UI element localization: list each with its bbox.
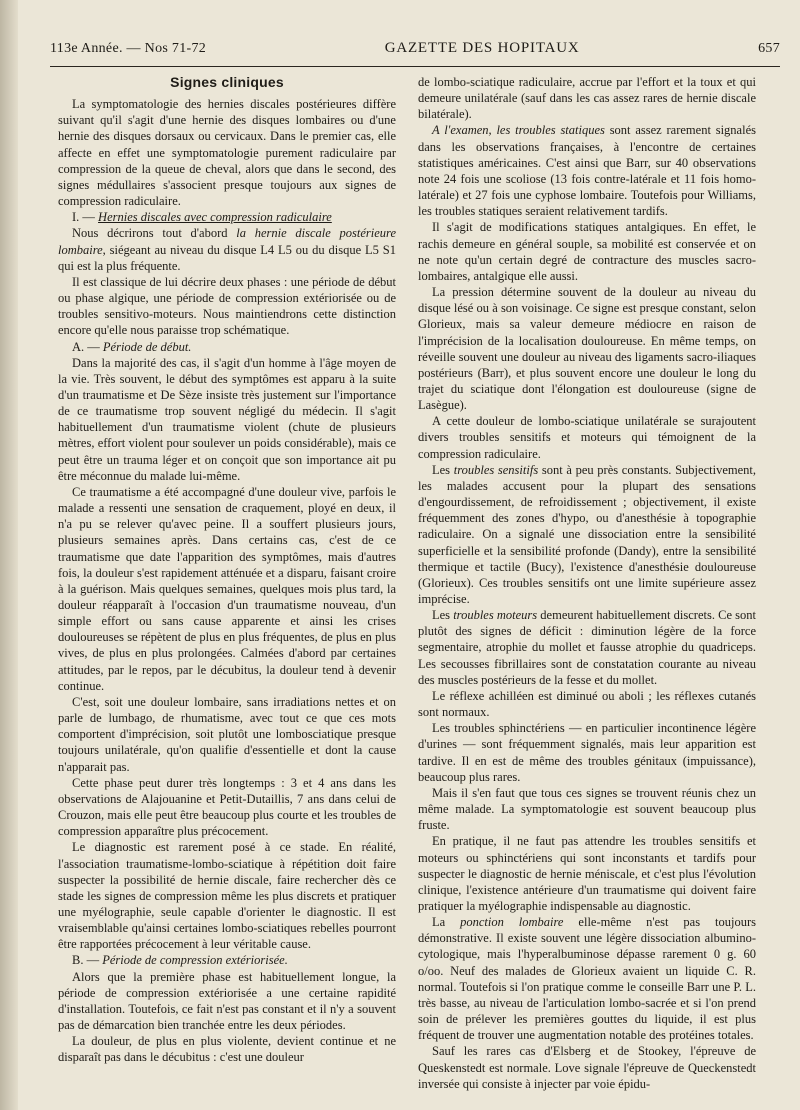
header-issue: 113e Année. — Nos 71-72: [50, 41, 207, 56]
paragraph: Il est classique de lui décrire deux phases : une période de début ou phase algique, une période de compression extériorisée ou de troubles sensitivo-moteurs. Nous maintiendrons cette distinction encore qu'elle nous paraisse trop schématique.: [58, 274, 396, 338]
paragraph: Le diagnostic est rarement posé à ce stade. En réalité, l'association traumatisme-lombo-sciatique à répétition doit faire suspecter la possibilité de hernie discale, faire rechercher dès ce stade les signes de compression même les plus discrets et pratiquer une myélographie, seule capable d'orienter le diagnostic. Il est vraisemblable qu'ainsi certaines lombo-sciatiques rebelles pourront être rapportées précocement à leur véritable cause.: [58, 840, 396, 952]
paragraph: A cette douleur de lombo-sciatique unilatérale se surajoutent divers troubles sensitifs et moteurs qui témoignent de la compression radiculaire.: [418, 414, 756, 461]
paragraph: Nous décrirons tout d'abord la hernie discale postérieure lombaire, siégeant au niveau du disque L4 L5 ou du disque L5 S1 qui est la plus fréquente.: [58, 226, 396, 273]
subsection-heading: I. — Hernies discales avec compression radiculaire: [72, 210, 332, 225]
right-column: [418, 74, 756, 1092]
paragraph: Les troubles moteurs demeurent habituellement discrets. Ce sont plutôt des signes de déficit : diminution légère de la force segmentaire, atrophie du mollet et fausse atrophie du quadriceps. Les secousses fibrillaires sont de constatation courante au niveau des muscles postérieurs de la fesse et du mollet.: [418, 608, 756, 687]
paragraph: La symptomatologie des hernies discales postérieures diffère suivant qu'il s'agit d'une hernie des disques lombaires ou d'une hernie des disques dorsaux ou cervicaux. Dans le premier cas, elle affecte en effet une symptomatologie purement radiculaire par compression de la queue de cheval, alors que dans le second, des signes médullaires s'associent presque toujours aux signes de compression radiculaire.: [58, 97, 396, 209]
paragraph: Sauf les rares cas d'Elsberg et de Stookey, l'épreuve de Queskenstedt est normale. Love signale l'épreuve de Queckenstedt inversée qui consiste à injecter par voie épidu-: [418, 1044, 756, 1091]
paragraph: Mais il s'en faut que tous ces signes se trouvent réunis chez un même malade. La symptomatologie est souvent beaucoup plus fruste.: [418, 785, 756, 833]
subsection-heading: A. — Période de début.: [72, 339, 192, 354]
header-rule: [50, 66, 780, 67]
paragraph: Dans la majorité des cas, il s'agit d'un homme à l'âge moyen de la vie. Très souvent, le début des symptômes est apparu à la suite d'un traumatisme et De Sèze insiste très justement sur l'importance de ce traumatisme trop souvent négligé du médecin. Il s'agit habituellement d'un traumatisme violent (chute de plusieurs mètres, effort violent pour soulever un poids considérable), mais ce peut être un trauma léger et on conçoit que son importance ait pu être méconnue du malade lui-même.: [58, 355, 396, 483]
paragraph: Il s'agit de modifications statiques antalgiques. En effet, le rachis demeure en général souple, sa mobilité est conservée et on ne note qu'un certain degré de contracture des muscles sacro-lombaires, antalgique elle aussi.: [418, 220, 756, 283]
paragraph: C'est, soit une douleur lombaire, sans irradiations nettes et on parle de lumbago, de rhumatisme, avec tout ce que ces mots comportent d'imprécision, soit plutôt une lombosciatique presque toujours unilatérale, qu'on qualifie d'essentielle et dont la cause n'apparait pas.: [58, 694, 396, 774]
paragraph: La ponction lombaire elle-même n'est pas toujours démonstrative. Il existe souvent une légère dissociation albumino-cytologique, mais l'hyperalbuminose dépasse rarement 0 g. 60 o/oo. Neuf des malades de Glorieux avaient un liquide C. R. normal. Toutefois si l'on pratique comme le conseille Barr une P. L. très basse, au niveau de l'articulation lombo-sacrée et si l'on prend soin de prélever les premières gouttes du liquide, il est plus fréquent de trouver une augmentation notable des protéines totales.: [418, 915, 756, 1043]
paragraph: Les troubles sensitifs sont à peu près constants. Subjectivement, les malades accusent pour la plupart des sensations d'engourdissement, de refroidissement ; objectivement, il existe fréquemment des zones d'hypo, ou d'anesthésie à topographie radiculaire. On a signalé une dissociation entre la sensibilité superficielle et la sensibilité profonde (Dandy), entre la sensibilité thermique et tactile (Bucy), l'existence d'anesthésie douloureuse (Glorieux). Ces troubles sensitifs ont une limite supérieure assez imprécise.: [418, 462, 756, 606]
paragraph: de lombo-sciatique radiculaire, accrue par l'effort et la toux et qui demeure unilatérale (sauf dans les cas assez rares de hernie discale bilatérale).: [418, 75, 756, 122]
running-header: [50, 40, 780, 62]
paragraph: Le réflexe achilléen est diminué ou aboli ; les réflexes cutanés sont normaux.: [418, 688, 756, 720]
header-journal-title: GAZETTE DES HOPITAUX: [384, 40, 580, 56]
paragraph: La douleur, de plus en plus violente, devient continue et ne disparaît pas dans le décubitus : c'est une douleur: [58, 1034, 396, 1065]
paragraph: En pratique, il ne faut pas attendre les troubles sensitifs et moteurs ou sphinctériens qui sont inconstants et tardifs pour suspecter le diagnostic de hernie méniscale, et c'est plus l'évolution clinique, l'existence antérieure d'un traumatisme qui doivent faire pratiquer la myélographie indispensable au diagnostic.: [418, 834, 756, 913]
subsection-heading: B. — Période de compression extériorisée.: [72, 953, 288, 968]
paragraph: Cette phase peut durer très longtemps : 3 et 4 ans dans les observations de Alajouanine et Petit-Dutaillis, 7 ans dans celui de Crouzon, mais elle peut être beaucoup plus courte et les troubles de compression apparaître plus précocement.: [58, 775, 396, 839]
section-title: Signes cliniques: [170, 74, 284, 90]
paragraph: Ce traumatisme a été accompagné d'une douleur vive, parfois le malade a ressenti une sensation de craquement, ployé en deux, il n'a pu se relever qu'avec peine. Il a souffert plusieurs jours, plusieurs semaines après. Dans certains cas, c'est de ce traumatisme que date l'apparition des symptômes, mais d'autres fois, la douleur s'est rapidement atténuée et a disparu, faisant croire à la guérison. Mais quelques semaines, quelques mois plus tard, la douleur réapparaît à l'occasion d'un traumatisme nouveau, d'un simple effort ou sans cause apparente et ainsi les crises douloureuses se répètent de plus en plus fréquentes, de plus en plus vives, de plus en plus prolongées. Calmées d'abord par certaines attitudes, par le repos, par le décubitus, la douleur tend à devenir continue.: [58, 484, 396, 693]
paragraph: Les troubles sphinctériens — en particulier incontinence légère d'urines — sont fréquemment signalés, mais leur apparition est tardive. Il en est de même des troubles génitaux (impuissance), beaucoup plus rares.: [418, 721, 756, 784]
left-column: [58, 74, 396, 1066]
page-spine-shadow: [0, 0, 18, 1110]
paragraph: La pression détermine souvent de la douleur au niveau du disque lésé ou à son voisinage. Ce signe est presque constant, selon Glorieux, mais sa valeur demeure médiocre en raison de l'imprécision de la localisation douloureuse. En même temps, on réveille souvent une douleur au niveau des ligaments sacro-iliaques postérieurs (Barr), et plus souvent encore une douleur le long du trajet du sciatique dont l'élongation est douloureuse (signe de Lasègue).: [418, 285, 756, 413]
paragraph: Alors que la première phase est habituellement longue, la période de compression extériorisée a une certaine rapidité d'installation. Toutefois, ce fait n'est pas constant et il n'y a souvent pas de démarcation bien tranchée entre les deux périodes.: [58, 969, 396, 1033]
paragraph: A l'examen, les troubles statiques sont assez rarement signalés dans les observations françaises, à l'encontre de certaines statistiques américaines. C'est ainsi que Barr, sur 40 observations note 24 fois une scoliose (13 fois contre-latérale et 11 fois homo-latérale) et 27 fois une cyphose lombaire. Toutefois pour Williams, les troubles statiques seraient relativement tardifs.: [418, 123, 756, 219]
header-page-number: 657: [758, 41, 780, 56]
